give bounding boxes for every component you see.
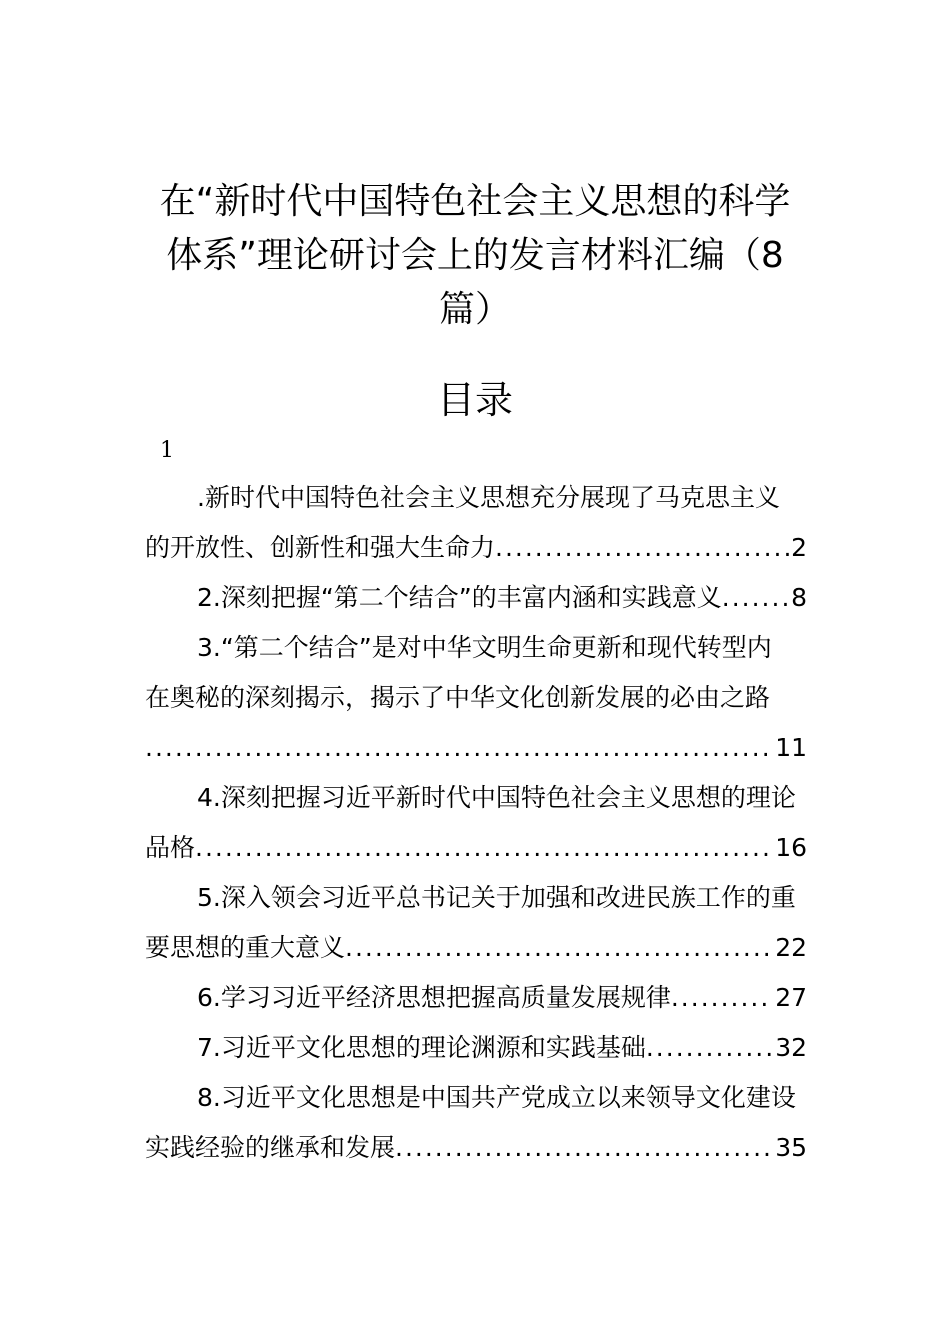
dot-leader — [145, 723, 773, 773]
dot-leader — [722, 573, 789, 623]
toc-entry-text: 要思想的重大意义 — [145, 933, 346, 962]
toc-entry-4-line-2[interactable] — [145, 823, 807, 873]
toc-page-number: 27 — [775, 983, 807, 1012]
dot-leader — [495, 523, 789, 573]
toc-entry-8-line-1[interactable]: 8.习近平文化思想是中国共产党成立以来领导文化建设 — [197, 1083, 796, 1112]
toc-entry-7-line-1[interactable] — [197, 1023, 807, 1073]
toc-entry-text: 的开放性、创新性和强大生命力 — [145, 533, 496, 562]
dot-leader — [195, 823, 773, 873]
dot-leader — [646, 1023, 773, 1073]
toc-entry-6-line-1[interactable] — [197, 973, 807, 1023]
toc-page-number: 11 — [775, 733, 807, 762]
dot-leader — [345, 923, 773, 973]
toc-page-number: 2 — [791, 533, 807, 562]
toc-entry-text: 2.深刻把握“第二个结合”的丰富内涵和实践意义 — [197, 583, 722, 612]
title-line-2: 体系”理论研讨会上的发言材料汇编（8 — [166, 235, 784, 276]
toc-page-number: 16 — [775, 833, 807, 862]
dot-leader — [671, 973, 773, 1023]
toc-page-number: 8 — [791, 583, 807, 612]
toc-entry-2-line-1[interactable] — [197, 573, 807, 623]
title-line-3: 篇） — [438, 289, 511, 330]
toc-entry-text: 7.习近平文化思想的理论渊源和实践基础 — [197, 1033, 646, 1062]
toc-entry-text: 6.学习习近平经济思想把握高质量发展规律 — [197, 983, 671, 1012]
toc-entry-5-line-2[interactable] — [145, 923, 807, 973]
toc-heading: 目录 — [436, 378, 513, 422]
document-title — [150, 175, 800, 337]
toc-entry-4-line-1[interactable]: 4.深刻把握习近平新时代中国特色社会主义思想的理论 — [197, 783, 796, 812]
title-line-1: 在“新时代中国特色社会主义思想的科学 — [159, 181, 791, 222]
toc-entry-text: 品格 — [145, 833, 196, 862]
toc-entry-text: 实践经验的继承和发展 — [145, 1133, 396, 1162]
toc-entry-5-line-1[interactable]: 5.深入领会习近平总书记关于加强和改进民族工作的重 — [197, 883, 796, 912]
toc-entry-1-line-1[interactable]: .新时代中国特色社会主义思想充分展现了马克思主义 — [197, 483, 780, 512]
toc-entry-3-line-2[interactable]: 在奥秘的深刻揭示，揭示了中华文化创新发展的必由之路 — [145, 683, 771, 712]
toc-entry-1-line-2[interactable] — [145, 523, 807, 573]
toc-page-number: 35 — [775, 1133, 807, 1162]
toc-number-marker: 1 — [160, 438, 174, 463]
toc-entry-8-line-2[interactable] — [145, 1123, 807, 1173]
dot-leader — [395, 1123, 773, 1173]
toc-entry-3-line-1[interactable]: 3.“第二个结合”是对中华文明生命更新和现代转型内 — [197, 633, 772, 662]
toc-page-number: 32 — [775, 1033, 807, 1062]
toc-entry-3-line-3[interactable] — [145, 723, 807, 773]
toc-page-number: 22 — [775, 933, 807, 962]
